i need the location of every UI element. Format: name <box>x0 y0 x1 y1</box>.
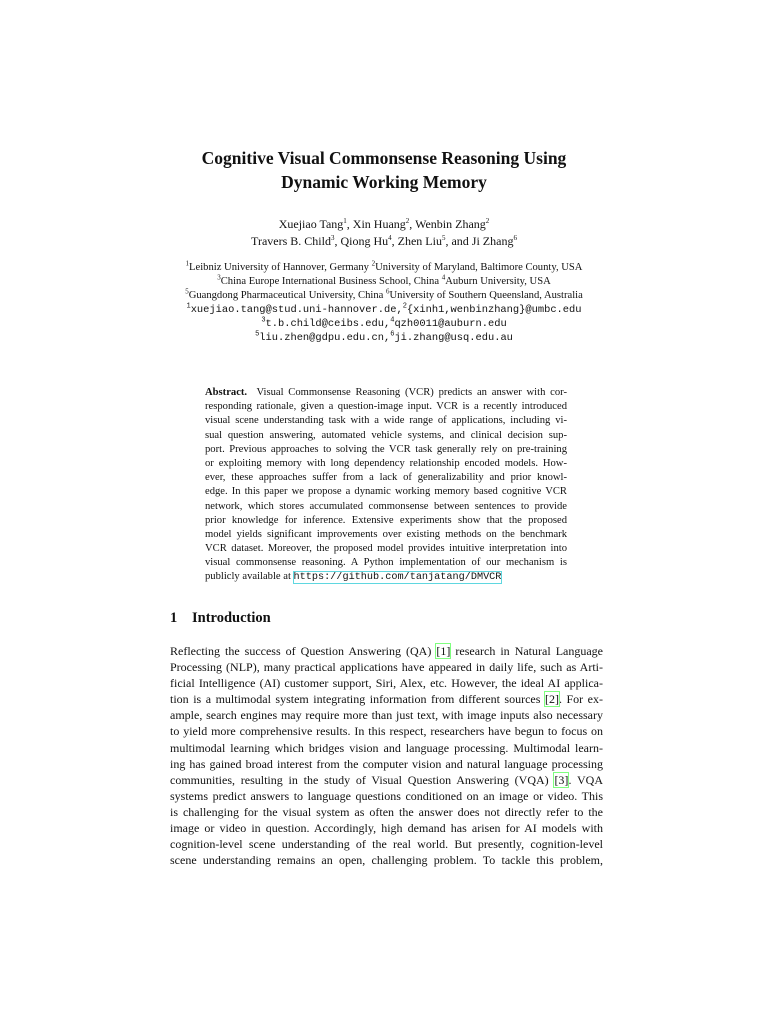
intro-text: . VQA <box>568 772 603 787</box>
affil-sup: 1 <box>185 259 190 268</box>
author-sup: 4 <box>388 234 392 242</box>
author-name: Wenbin Zhang <box>415 217 486 231</box>
affil-text: Guangdong Pharmaceutical University, China <box>188 290 386 301</box>
intro-paragraph <box>170 643 603 868</box>
affil-text: Auburn University, USA <box>445 276 551 287</box>
intro-line: ample, search engines may require more than just text, with image inputs also necessary <box>170 708 603 723</box>
intro-line: systems predict answers to language questions conditioned on an image or video. This <box>170 788 603 803</box>
citation-link[interactable]: [3] <box>554 772 569 787</box>
email-sup: 1 <box>186 302 191 311</box>
intro-line: is challenging for the visual system as often the answer does not directly refer to the <box>170 804 603 819</box>
author-name: Ji Zhang <box>471 234 514 248</box>
affil-sup: 6 <box>386 287 390 296</box>
abstract-line: responding rationale, given a question-image input. VCR is a recently introduced <box>205 401 567 413</box>
author-sep: , and <box>445 234 472 248</box>
abstract-line <box>205 570 567 584</box>
abstract-text: Visual Commonsense Reasoning (VCR) predicts an answer with cor- <box>256 387 568 398</box>
abstract-line: VCR dataset. Moreover, the proposed model provides intuitive interpretation into <box>205 543 567 555</box>
intro-line: ficial Intelligence (AI) customer support, Siri, Alex, etc. However, the ideal AI applica- <box>170 676 603 691</box>
intro-text: tion is a multimodal system integrating information from different sources <box>170 692 545 707</box>
email-sup: 3 <box>261 316 266 325</box>
abstract-line: network, which stores accumulated commonsense between sentences to provide <box>205 500 567 512</box>
author-sep: , <box>346 217 353 231</box>
abstract-line: or exploiting memory with long dependency relationship encoded models. How- <box>205 457 567 469</box>
intro-line <box>170 691 603 707</box>
title-line: Dynamic Working Memory <box>281 172 487 192</box>
intro-line: ing has gained broad interest from the computer vision and natural language processing <box>170 756 603 771</box>
abstract-line: edge. In this paper we propose a dynamic working memory based cognitive VCR <box>205 486 567 498</box>
abstract <box>205 386 567 585</box>
email-sup: 6 <box>390 330 395 339</box>
author-sup: 1 <box>343 217 347 225</box>
email-text: {xinh1,wenbinzhang}@umbc.edu <box>406 304 582 316</box>
author-sup: 2 <box>405 217 410 225</box>
author-list <box>0 216 768 250</box>
author-sup: 6 <box>513 234 517 242</box>
section-number: 1 <box>170 610 178 626</box>
section-heading <box>170 610 271 627</box>
intro-text: research in Natural Language <box>450 644 603 658</box>
abstract-line: visual scene understanding task with a wide range of applications, including vi- <box>205 415 567 427</box>
intro-line: cognition-level scene understanding of the real world. But presently, cognition-level <box>170 837 603 852</box>
intro-text: Reflecting the success of Question Answering (QA) <box>170 644 437 658</box>
abstract-line: prior knowledge for inference. Extensive experiments show that the proposed <box>205 514 567 526</box>
affiliations <box>0 261 768 345</box>
affil-text: Leibniz University of Hannover, Germany <box>189 262 372 273</box>
intro-text: . For ex- <box>558 692 603 707</box>
intro-line: Processing (NLP), many practical applications have appeared in daily life, such as Arti- <box>170 660 603 675</box>
affil-sup: 4 <box>441 273 446 282</box>
email-text: qzh0011@auburn.edu <box>394 318 507 330</box>
abstract-line: sual question answering, automated vehicle systems, and clinical decision sup- <box>205 429 567 441</box>
author-name: Xuejiao Tang <box>278 217 344 231</box>
abstract-line: model yields significant improvements over existing methods on the benchmark <box>205 528 567 540</box>
abstract-line: port. Previous approaches to solving the VCR task generally rely on pre-training <box>205 443 567 455</box>
intro-line: scene understanding remains an open, challenging problem. To tackle this problem, <box>170 853 603 868</box>
abstract-line: visual commonsense reasoning. A Python implementation of our mechanism is <box>205 557 567 569</box>
author-name: Xin Huang <box>352 217 406 231</box>
author-line <box>0 233 768 250</box>
affil-sup: 5 <box>185 287 189 296</box>
citation-link[interactable]: [2] <box>544 692 559 707</box>
title-line: Cognitive Visual Commonsense Reasoning Using <box>201 148 567 168</box>
affil-sup: 2 <box>371 259 376 268</box>
email-line <box>0 331 768 345</box>
email-sup: 4 <box>390 316 395 325</box>
email-sup: 2 <box>402 302 407 311</box>
intro-line <box>170 643 603 659</box>
paper-title <box>0 146 768 194</box>
citation-link[interactable]: [1] <box>436 644 451 658</box>
affil-text: China Europe International Business School, China <box>220 276 442 287</box>
author-sup: 5 <box>441 234 446 242</box>
github-link[interactable]: https://github.com/tanjatang/DMVCR <box>293 572 502 584</box>
author-sep: , <box>409 217 416 231</box>
email-text: liu.zhen@gdpu.edu.cn, <box>259 332 391 344</box>
affil-text: University of Maryland, Baltimore County, USA <box>375 262 583 273</box>
author-sep: , <box>391 234 398 248</box>
affiliation-line <box>0 275 768 289</box>
abstract-line: ever, these approaches suffer from a lack of generalizability and prior knowl- <box>205 472 567 484</box>
intro-line: image or video in question. Accordingly, high demand has arisen for AI models with <box>170 821 603 836</box>
intro-line: to yield more comprehensive results. In this respect, researchers have begun to focus on <box>170 724 603 739</box>
author-sup: 3 <box>330 234 335 242</box>
email-line <box>0 317 768 331</box>
author-name: Zhen Liu <box>397 234 442 248</box>
affiliation-line <box>0 261 768 275</box>
affiliation-line <box>0 289 768 303</box>
author-sep: , <box>334 234 341 248</box>
abstract-text: publicly available at <box>205 571 294 583</box>
affil-sup: 3 <box>217 273 221 282</box>
intro-text: communities, resulting in the study of Visual Question Answering (VQA) <box>170 772 555 787</box>
intro-line: multimodal learning which bridges vision and language processing. Multimodal learn- <box>170 740 603 755</box>
email-text: xuejiao.tang@stud.uni-hannover.de, <box>190 304 403 316</box>
abstract-label: Abstract. <box>205 387 248 398</box>
intro-line <box>170 772 603 788</box>
affil-text: University of Southern Queensland, Australia <box>389 290 583 301</box>
author-line <box>0 216 768 233</box>
author-sup: 2 <box>485 217 490 225</box>
author-name: Qiong Hu <box>340 234 389 248</box>
email-text: t.b.child@ceibs.edu, <box>265 318 391 330</box>
email-text: ji.zhang@usq.edu.au <box>394 332 513 344</box>
email-line <box>0 303 768 317</box>
abstract-line <box>205 386 567 400</box>
section-title: Introduction <box>192 610 271 626</box>
email-sup: 5 <box>255 330 260 339</box>
author-name: Travers B. Child <box>251 234 331 248</box>
